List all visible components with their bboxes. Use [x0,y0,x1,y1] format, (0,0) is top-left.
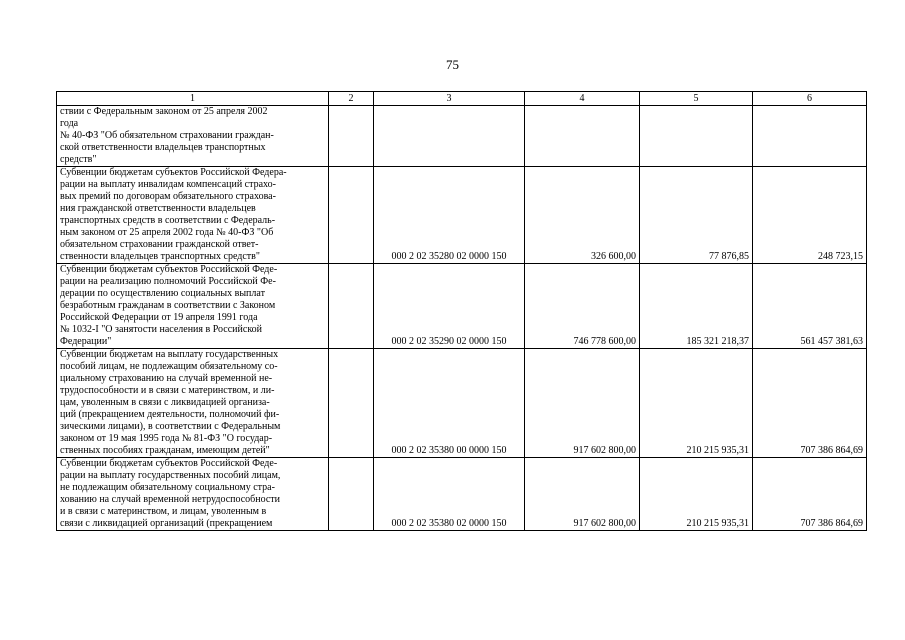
row-value-5: 210 215 935,31 [640,458,753,531]
row-value-6: 707 386 864,69 [753,349,867,458]
row-code: 000 2 02 35380 02 0000 150 [374,458,525,531]
row-value-4: 917 602 800,00 [525,458,640,531]
row-col2 [329,458,374,531]
column-header-6: 6 [753,92,867,106]
row-description: Субвенции бюджетам субъектов Российской Федера- рации на выплату инвалидам компенсаций страхо- вых премий по договорам обязательного страхова- ния гражданской ответственности владельцев транспортных средств в соответствии с Федераль- ным законом от 25 апреля 2002 года № 40-ФЗ "Об обязательном страховании гражданской ответ- ственности владельцев транспортных средств" [57,167,329,264]
row-value-4: 746 778 600,00 [525,264,640,349]
row-value-5: 210 215 935,31 [640,349,753,458]
row-value-4: 326 600,00 [525,167,640,264]
row-description: Субвенции бюджетам субъектов Российской Феде- рации на реализацию полномочий Российской Фе- дерации по осуществлению социальных выплат безработным гражданам в соответствии с Законом Российской Федерации от 19 апреля 1991 года № 1032-I "О занятости населения в Российской Федерации" [57,264,329,349]
row-value-5 [640,106,753,167]
row-value-6: 248 723,15 [753,167,867,264]
column-header-1: 1 [57,92,329,106]
row-description: Субвенции бюджетам на выплату государственных пособий лицам, не подлежащим обязательному со- циальному страхованию на случай временной не- трудоспособности и в связи с материнством, и ли- цам, уволенным в связи с ликвидацией организа- ций (прекращением деятельности, полномочий фи- зическими лицами), в соответствии с Федеральным законом от 19 мая 1995 года № 81-ФЗ "О государ- ственных пособиях гражданам, имеющим детей" [57,349,329,458]
row-value-5: 77 876,85 [640,167,753,264]
row-code [374,106,525,167]
row-description: Субвенции бюджетам субъектов Российской Феде- рации на выплату государственных пособий лицам, не подлежащим обязательному социальному стра- хованию на случай временной нетрудоспособности и в связи с материнством, и лицам, уволенным в связи с ликвидацией организаций (прекращением [57,458,329,531]
table-row [57,458,867,531]
row-description: ствии с Федеральным законом от 25 апреля 2002 года № 40-ФЗ "Об обязательном страховании граждан- ской ответственности владельцев транспортных средств" [57,106,329,167]
table-row [57,264,867,349]
header-row [57,92,867,106]
row-col2 [329,264,374,349]
column-header-3: 3 [374,92,525,106]
row-value-6: 707 386 864,69 [753,458,867,531]
row-code: 000 2 02 35290 02 0000 150 [374,264,525,349]
page-number: 75 [446,57,459,72]
column-header-5: 5 [640,92,753,106]
row-value-4 [525,106,640,167]
row-col2 [329,106,374,167]
column-header-4: 4 [525,92,640,106]
column-header-2: 2 [329,92,374,106]
row-value-6 [753,106,867,167]
row-col2 [329,349,374,458]
row-code: 000 2 02 35380 00 0000 150 [374,349,525,458]
budget-table [56,91,867,531]
row-code: 000 2 02 35280 02 0000 150 [374,167,525,264]
table-row [57,167,867,264]
row-value-5: 185 321 218,37 [640,264,753,349]
row-value-6: 561 457 381,63 [753,264,867,349]
row-col2 [329,167,374,264]
table-row [57,349,867,458]
row-value-4: 917 602 800,00 [525,349,640,458]
table-row [57,106,867,167]
